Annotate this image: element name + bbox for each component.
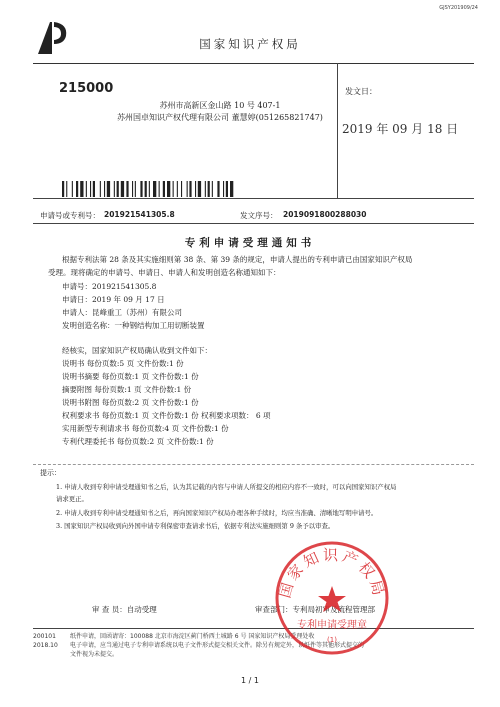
barcode-icon	[62, 181, 272, 197]
page-number: 1 / 1	[241, 676, 259, 685]
dispatch-date-label: 发文日：	[345, 87, 377, 96]
address-line-2: 苏州国卓知识产权代理有限公司 董慧婷(051265821747)	[117, 113, 323, 122]
detail-application-number: 申请号：201921541305.8	[62, 282, 157, 291]
svg-text:国家知识产权局: 国家知识产权局	[275, 546, 389, 601]
detail-invention-title: 发明创造名称：一种钢结构加工用切断装置	[62, 321, 205, 330]
dispatch-number-label: 发文序号：	[240, 211, 278, 220]
dispatch-number: 2019091800288030	[283, 210, 367, 219]
document-item: 说明书摘要 每份页数:1 页 文件份数:1 份	[62, 372, 199, 381]
application-number-label: 申请号或专利号：	[40, 211, 100, 220]
document-title: 专利申请受理通知书	[184, 237, 316, 249]
footer-line: 文件视为未提交。	[70, 651, 119, 658]
document-item: 说明书 每份页数:5 页 文件份数:1 份	[62, 359, 184, 368]
footer-codes	[33, 632, 58, 650]
postcode: 215000	[59, 81, 114, 96]
footer-divider	[33, 628, 474, 629]
detail-applicant: 申请人：昆峰重工（苏州）有限公司	[62, 308, 182, 317]
detail-application-date: 申请日：2019 年 09 月 17 日	[62, 295, 165, 304]
address-line-1: 苏州市高新区金山路 10 号 407-1	[159, 101, 281, 110]
footer-code: 2018.10	[33, 642, 58, 649]
verified-intro: 经核实，国家知识产权局确认收到文件如下：	[62, 346, 212, 355]
note-line: 请求更正。	[56, 495, 88, 503]
dispatch-date: 2019 年 09 月 18 日	[342, 122, 459, 136]
notes-title: 提示：	[40, 469, 61, 477]
recipient-address	[115, 100, 325, 124]
examination-department: 审查部门：专利局初审及流程管理部	[255, 605, 375, 614]
intro-line-1: 根据专利法第 28 条及其实施细则第 38 条、第 39 条的规定，申请人提出的专利申请已由国家知识产权局	[62, 255, 413, 264]
document-item: 权利要求书 每份页数:1 页 文件份数:1 份 权利要求项数： 6 项	[62, 411, 271, 420]
note-line: 3. 国家知识产权局收到向外国申请专利保密审查请求书后，依据专利法实施细则第 9 条予以审查。	[56, 522, 335, 530]
notes-divider	[33, 464, 474, 465]
document-item: 实用新型专利请求书 每份页数:4 页 文件份数:1 份	[62, 424, 229, 433]
office-name: 国家知识产权局	[199, 37, 301, 51]
footer-code: 200101	[33, 633, 56, 640]
svg-text:(1): (1)	[327, 636, 337, 644]
examiner: 审 查 员：自动受理	[92, 605, 157, 614]
form-code: GJSY201909/24	[439, 5, 478, 11]
document-item: 说明书附图 每份页数:2 页 文件份数:1 份	[62, 398, 199, 407]
header-column-divider	[337, 63, 338, 198]
footer-line: 纸件申请，回函请寄：100088 北京市海淀区蓟门桥西土城路 6 号 国家知识产权局受理处收	[70, 633, 315, 640]
svg-text:专利申请受理章: 专利申请受理章	[297, 620, 367, 631]
document-item: 专利代理委托书 每份页数:2 页 文件份数:1 份	[62, 437, 214, 446]
official-seal-icon	[272, 538, 392, 658]
note-line: 2. 申请人收到专利申请受理通知书之后，再向国家知识产权局办理各种手续时，均应当准确、清晰地写明申请号。	[56, 509, 378, 517]
intro-line-2: 受理。现将确定的申请号、申请日、申请人和发明创造名称通知如下：	[48, 268, 281, 277]
footer-line: 电子申请，应当通过电子专利申请系统以电子文件形式提交相关文件。除另有规定外，以纸件等其他形式提交的	[70, 642, 365, 649]
document-item: 摘要附图 每份页数:1 页 文件份数:1 份	[62, 385, 192, 394]
top-divider	[33, 63, 474, 64]
note-line: 1. 申请人收到专利申请受理通知书之后，认为其记载的内容与申请人所提交的相应内容不一致时，可以向国家知识产权局	[56, 483, 397, 491]
application-number: 201921541305.8	[104, 210, 175, 219]
